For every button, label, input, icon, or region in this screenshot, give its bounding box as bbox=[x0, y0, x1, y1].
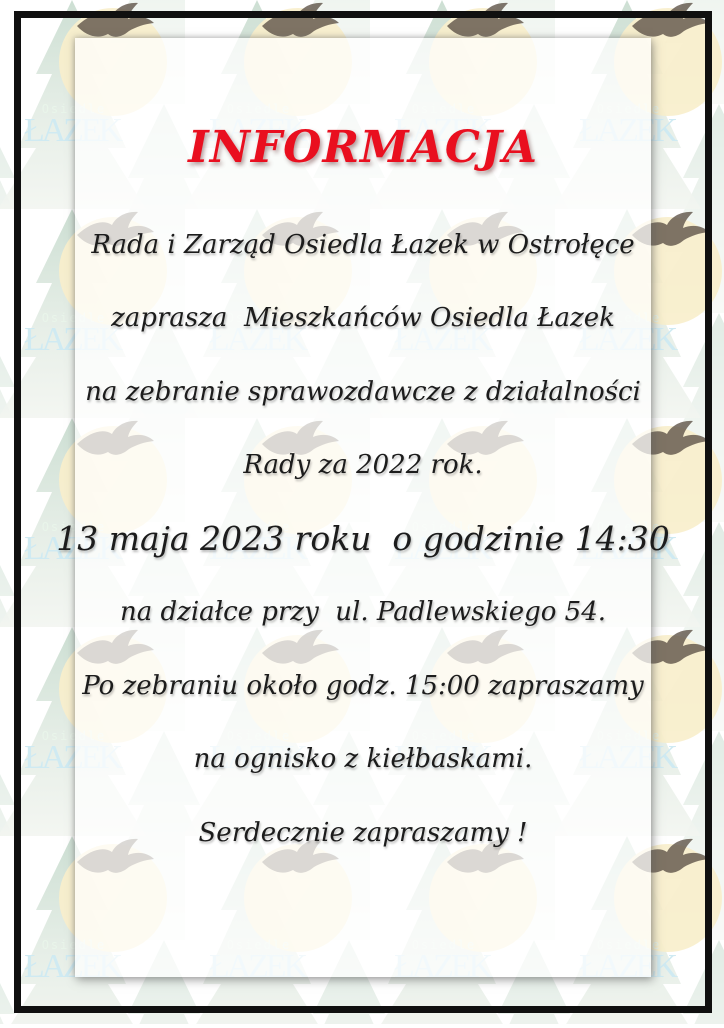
announcement-line-address: na działce przy ul. Padlewskiego 54. bbox=[119, 597, 607, 628]
announcement-panel bbox=[56, 38, 670, 977]
announcement-line: na ognisko z kiełbaskami. bbox=[193, 744, 533, 775]
announcement-line: zaprasza Mieszkańców Osiedla Łazek bbox=[111, 303, 615, 334]
announcement-title: INFORMACJA bbox=[188, 122, 538, 173]
announcement-line: na zebranie sprawozdawcze z działalności bbox=[85, 376, 641, 407]
announcement-line-closing: Serdecznie zapraszamy ! bbox=[198, 817, 528, 848]
announcement-line: Rada i Zarząd Osiedla Łazek w Ostrołęce bbox=[91, 229, 635, 260]
announcement-body bbox=[56, 208, 670, 870]
announcement-line-date-time: 13 maja 2023 roku o godzinie 14:30 bbox=[56, 519, 670, 559]
announcement-line: Rady za 2022 rok. bbox=[243, 450, 483, 481]
announcement-line: Po zebraniu około godz. 15:00 zapraszamy bbox=[82, 670, 644, 701]
title-row bbox=[75, 122, 651, 173]
